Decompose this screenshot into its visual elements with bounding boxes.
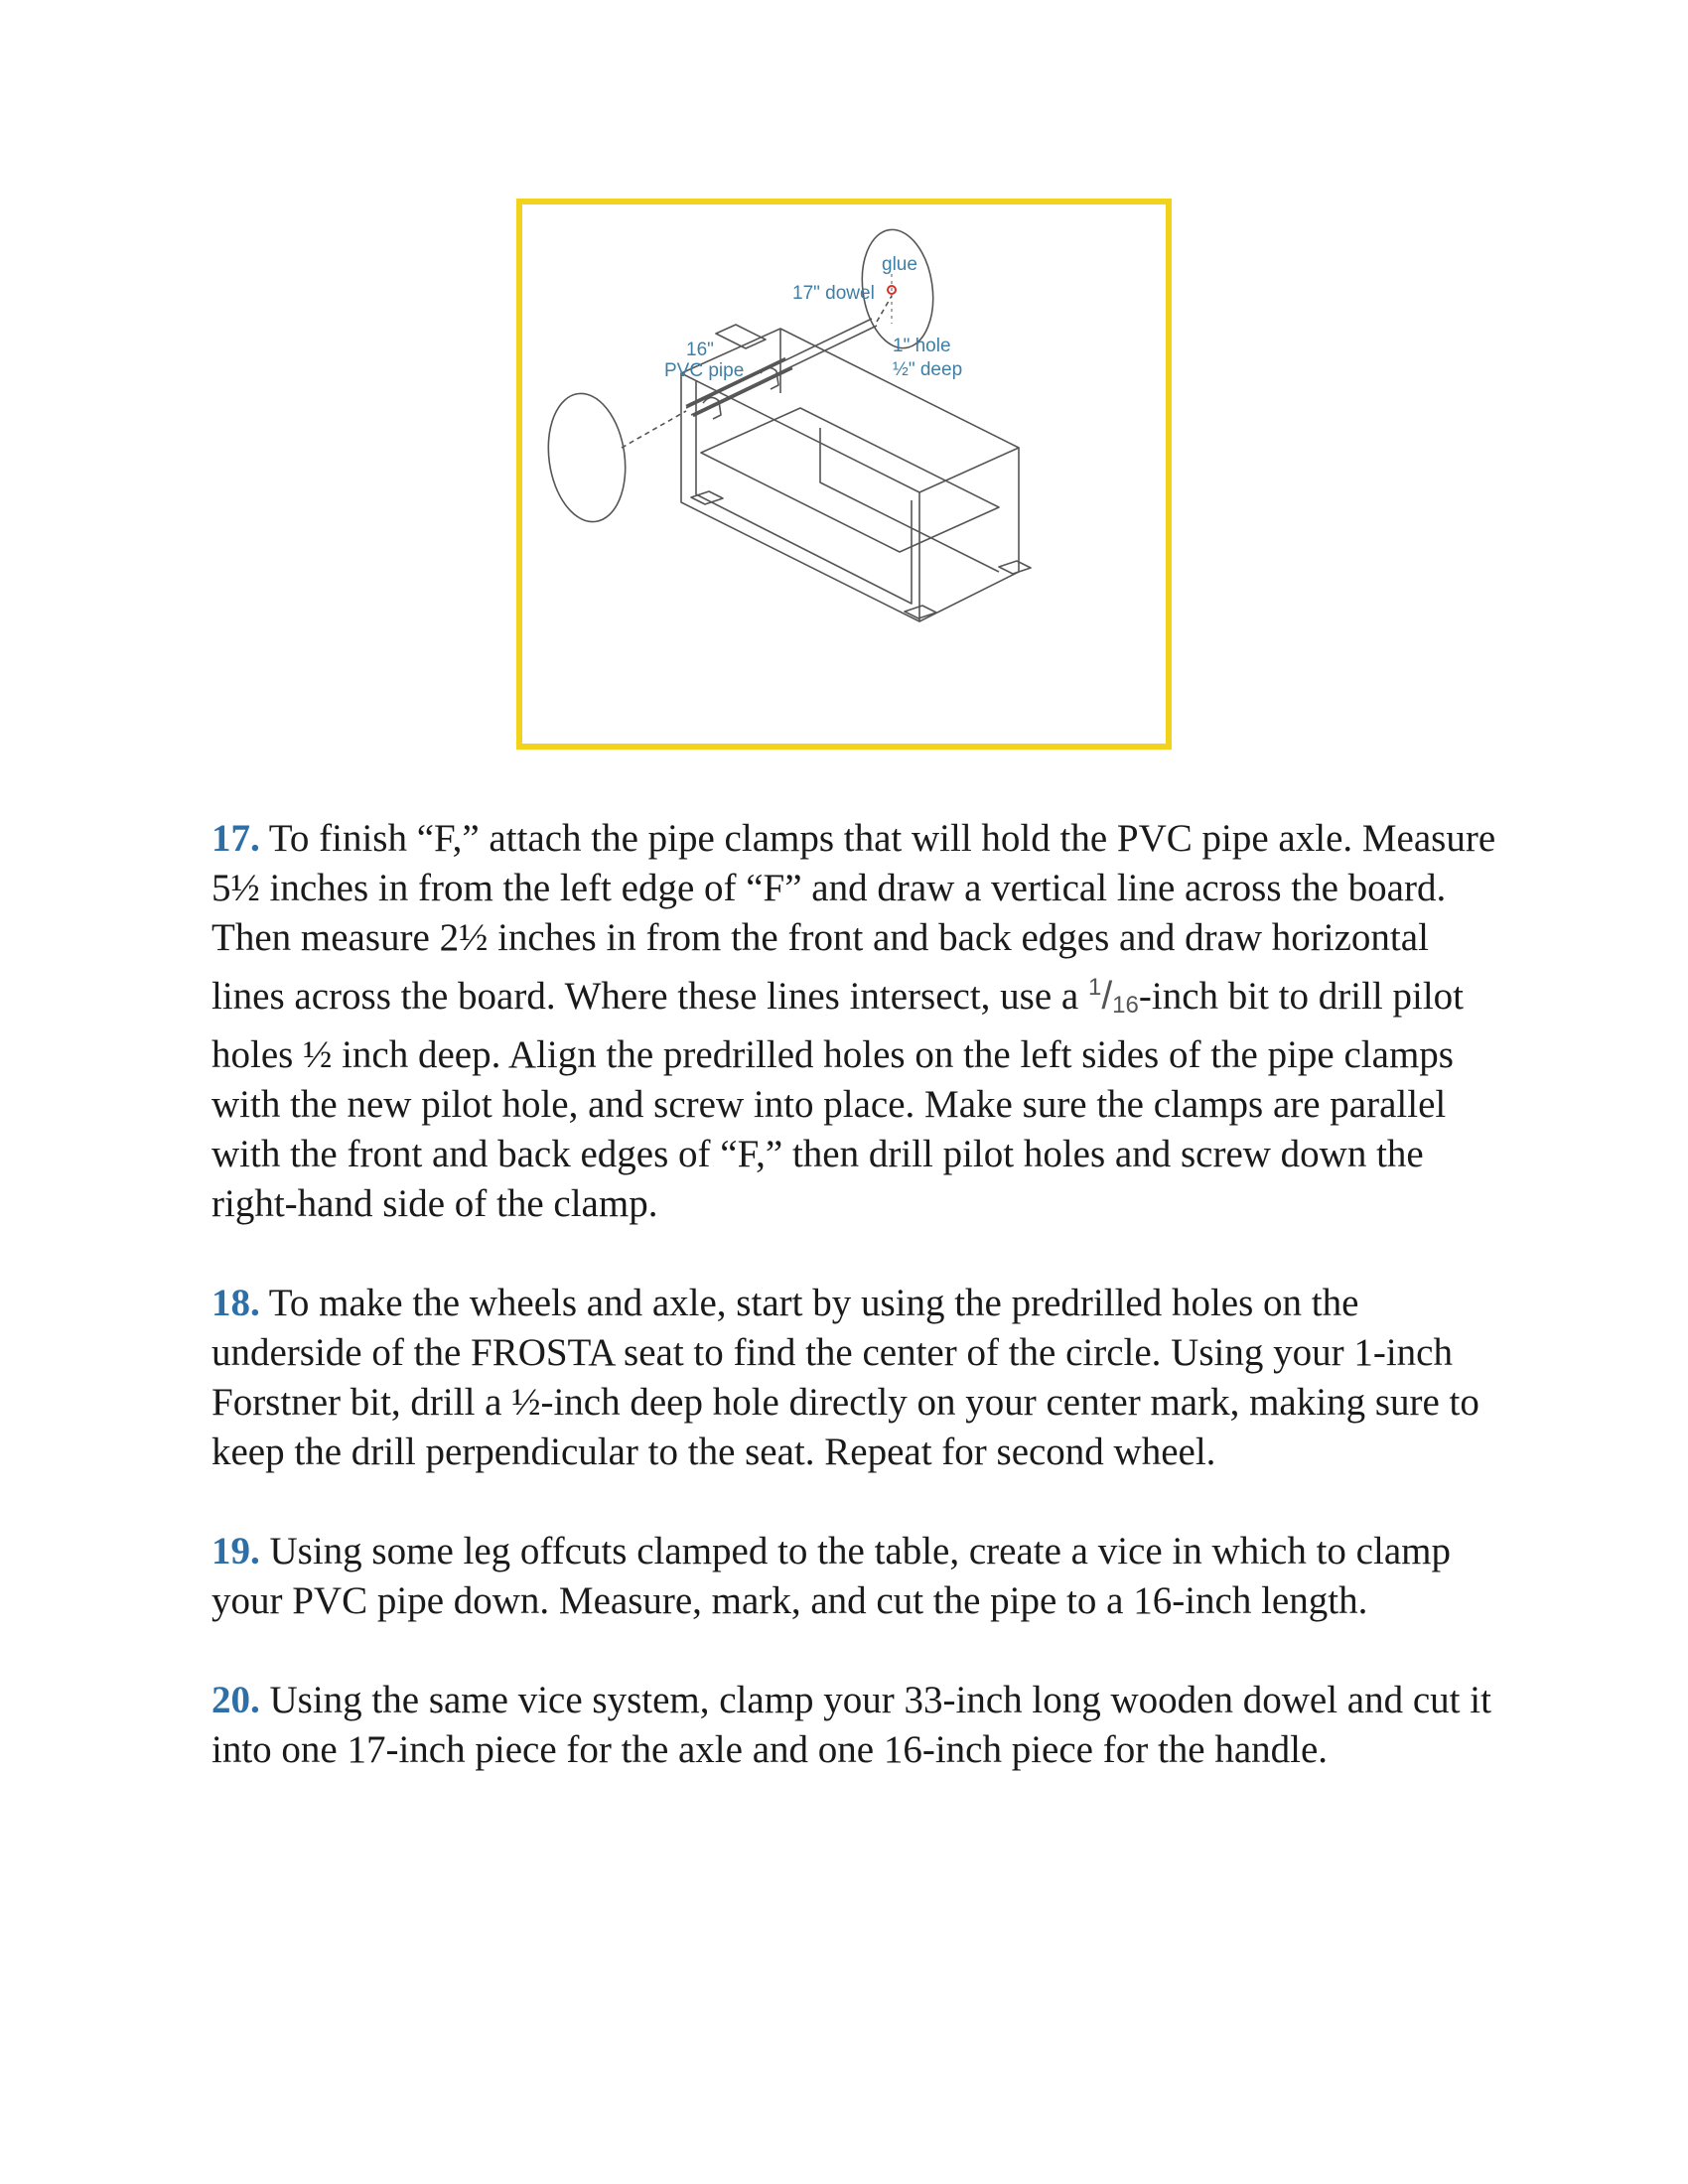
label-hole-depth: ½" deep [893, 359, 963, 380]
frame-back-post [919, 448, 1019, 621]
assembly-diagram [516, 199, 1172, 750]
step-text: To make the wheels and axle, start by using the predrilled holes on the underside of the FROSTA seat to find the center of the circle. Using your 1-inch Forstner bit, drill a ½-inch deep hole directly on your center mark, making sure to keep the drill perpendicular to the seat. Repeat for second wheel. [211, 1282, 1479, 1473]
step-text: Using the same vice system, clamp your 33-inch long wooden dowel and cut it into one 17-inch piece for the axle and one 16-inch piece for the handle. [211, 1679, 1491, 1771]
label-dowel: 17" dowel [792, 283, 875, 304]
label-glue: glue [882, 254, 917, 275]
step-number: 17. [211, 817, 260, 860]
fraction-denominator: 16 [1112, 992, 1139, 1019]
step-20 [211, 1676, 1502, 1775]
step-text: Using some leg offcuts clamped to the table, create a vice in which to clamp your PVC pipe down. Measure, mark, and cut the pipe to a 16-inch length. [211, 1530, 1451, 1622]
wheel-left [540, 388, 633, 526]
step-17: 17. To finish “F,” attach the pipe clamps that will hold the PVC pipe axle. Measure 5½ inches in from the left edge of “F” and draw a vertical line across the board. Then measure 2½ inches in from the front and back edges and draw horizontal lines across the board. Where these lines intersect, use a $^1$/16-inch bit to drill pilot holes ½ inch deep. Align the predrilled holes on the left sides of the pipe clamps with the new pilot hole, and screw into place. Make sure the clamps are parallel with the front and back edges of “F,” then drill pilot holes and screw down the right-hand side of the clamp. [211, 817, 1496, 1225]
step-number: 19. [211, 1530, 260, 1572]
step-text: To finish “F,” attach the pipe clamps that will hold the PVC pipe axle. Measure 5½ inches in from the left edge of “F” and draw a vertical line across the board. Then measure 2½ inches in from the front and back edges and draw horizontal lines across the board. Where these lines intersect, use a [211, 817, 1496, 1018]
frame-mid-shelf [701, 408, 999, 552]
step-19 [211, 1527, 1502, 1626]
step-18 [211, 1279, 1502, 1477]
frame-left-post [681, 373, 919, 621]
label-pvc-size: 16" [686, 340, 714, 360]
frame-inner-rail [696, 381, 912, 604]
fraction-numerator: 1 [1087, 974, 1102, 1001]
step-text-continued: -inch bit to drill pilot holes ½ inch deep. Align the predrilled holes on the left sides of the pipe clamps with the new pilot hole, and screw into place. Make sure the clamps are parallel with the front and back edges of “F,” then drill pilot holes and screw down the right-hand side of the clamp. [211, 975, 1465, 1225]
step-number: 20. [211, 1679, 260, 1721]
label-hole-size: 1" hole [893, 336, 951, 356]
label-pvc-name: PVC pipe [664, 360, 745, 381]
step-number: 18. [211, 1282, 260, 1324]
instruction-steps [211, 814, 1502, 1825]
wagon-axle-illustration [522, 205, 1166, 744]
